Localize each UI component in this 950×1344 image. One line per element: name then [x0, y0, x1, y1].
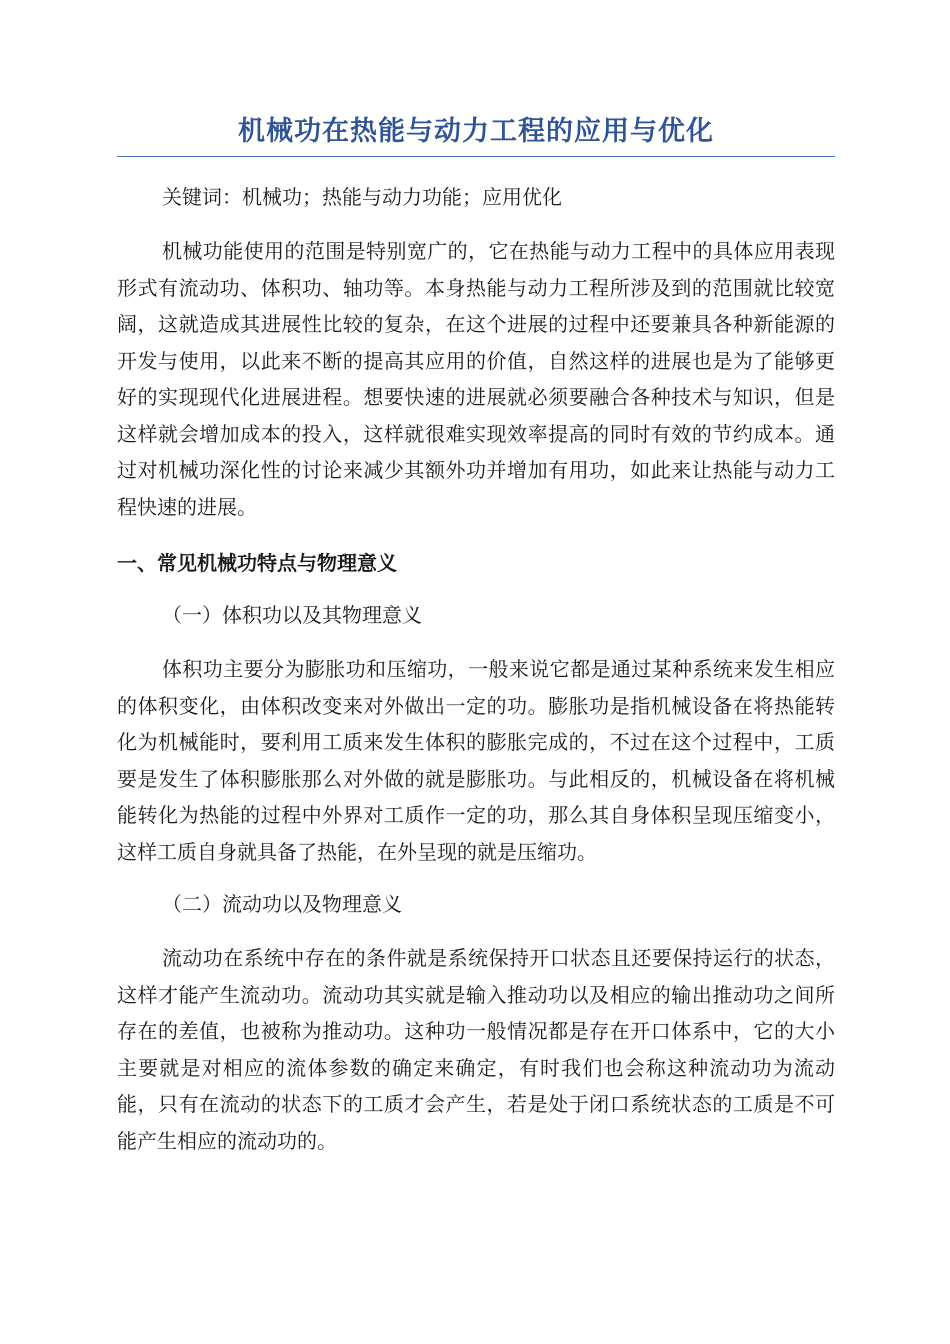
section-heading-1: 一、常见机械功特点与物理意义 — [117, 551, 397, 575]
intro-paragraph: 机械功能使用的范围是特别宽广的，它在热能与动力工程中的具体应用表现形式有流动功、体积功、轴功等。本身热能与动力工程所涉及到的范围就比较宽阔，这就造成其进展性比较的复杂，在这个进展的过程中还要兼具各种新能源的开发与使用，以此来不断的提高其应用的价值，自然这样的进展也是为了能够更好的实现现代化进展进程。想要快速的进展就必须要融合各种技术与知识，但是这样就会增加成本的投入，这样就很难实现效率提高的同时有效的节约成本。通过对机械功深化性的讨论来减少其额外功并增加有用功，如此来让热能与动力工程快速的进展。 — [117, 239, 835, 519]
document-page — [117, 112, 835, 1159]
subsection-heading-1: （一）体积功以及其物理意义 — [162, 603, 422, 627]
volume-work-paragraph: 体积功主要分为膨胀功和压缩功，一般来说它都是通过某种系统来发生相应的体积变化，由体积改变来对外做出一定的功。膨胀功是指机械设备在将热能转化为机械能时，要利用工质来发生体积的膨胀完成的，不过在这个过程中，工质要是发生了体积膨胀那么对外做的就是膨胀功。与此相反的，机械设备在将机械能转化为热能的过程中外界对工质作一定的功，那么其自身体积呈现压缩变小，这样工质自身就具备了热能，在外呈现的就是压缩功。 — [117, 657, 835, 864]
flow-work-paragraph: 流动功在系统中存在的条件就是系统保持开口状态且还要保持运行的状态，这样才能产生流动功。流动功其实就是输入推动功以及相应的输出推动功之间所存在的差值，也被称为推动功。这种功一般情况都是存在开口体系中，它的大小主要就是对相应的流体参数的确定来确定，有时我们也会称这种流动功为流动能，只有在流动的状态下的工质才会产生，若是处于闭口系统状态的工质是不可能产生相应的流动功的。 — [117, 946, 835, 1153]
subsection-heading-2: （二）流动功以及物理意义 — [162, 892, 402, 916]
keywords-line: 关键词：机械功；热能与动力功能；应用优化 — [162, 185, 562, 209]
document-title: 机械功在热能与动力工程的应用与优化 — [117, 112, 835, 157]
